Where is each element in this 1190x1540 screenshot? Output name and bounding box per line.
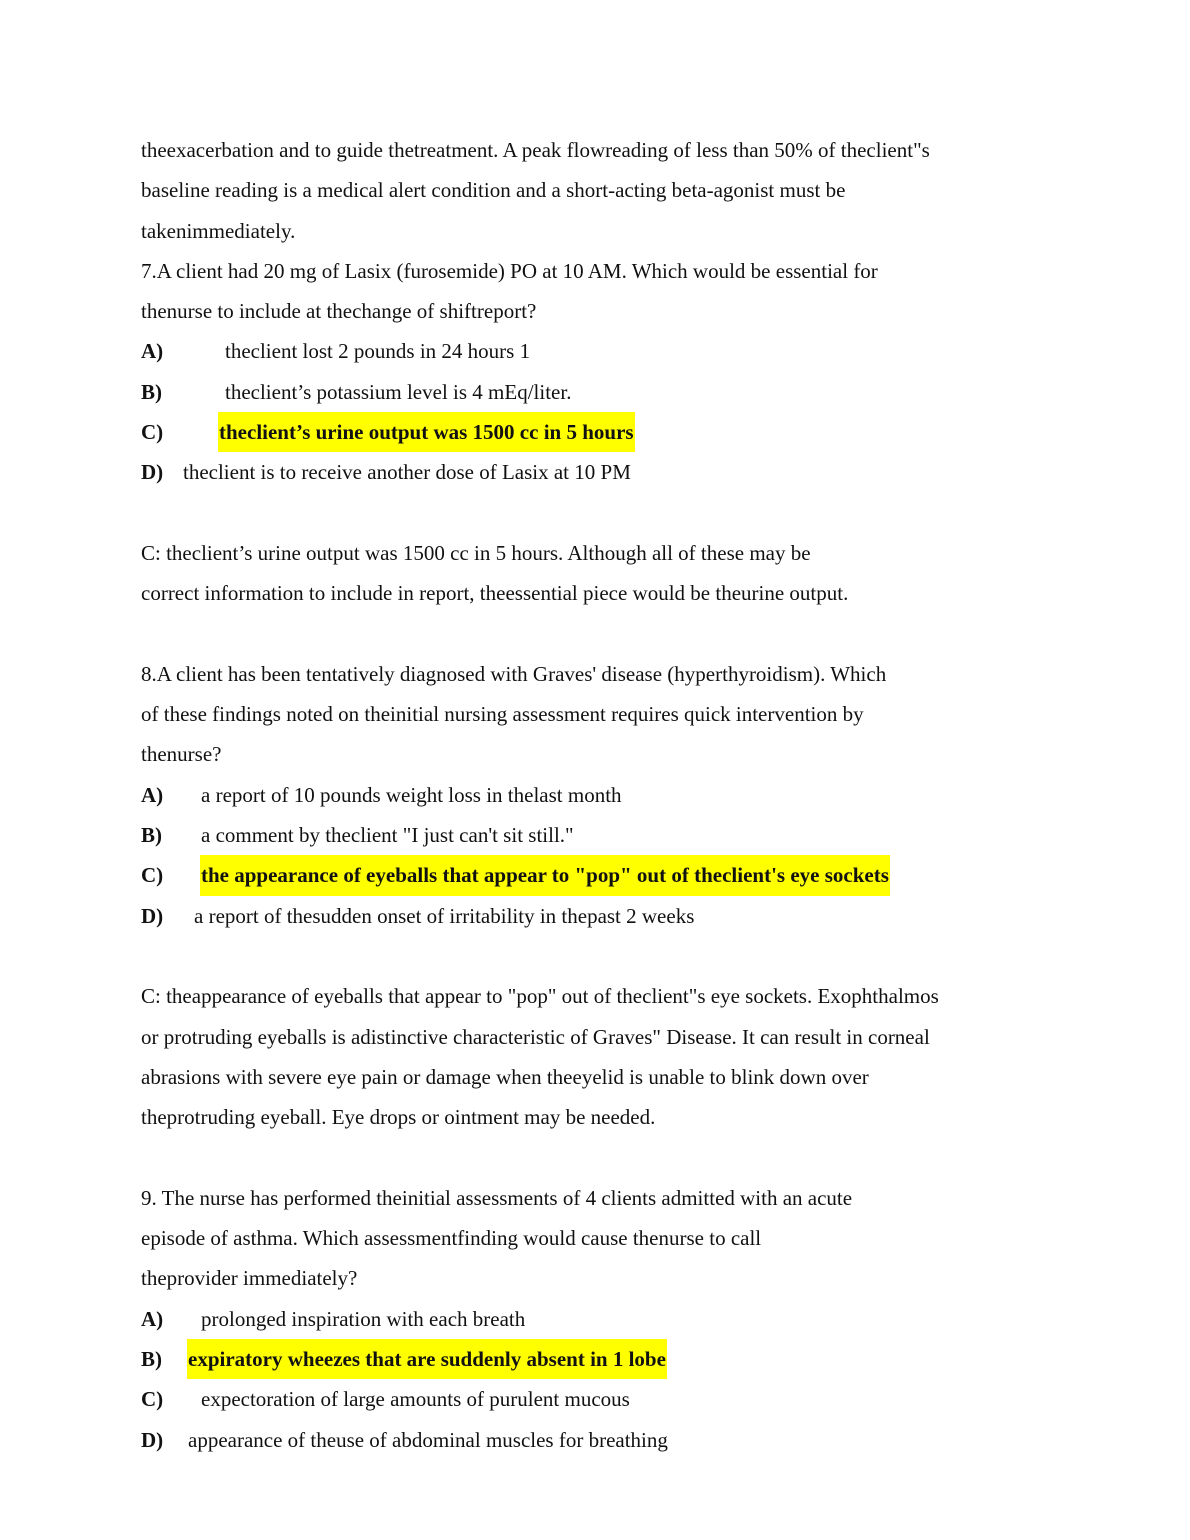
option-letter: A) [141,782,164,807]
q7-stem-line: thenurse to include at thechange of shiftreport? [141,299,537,324]
intro-line: theexacerbation and to guide thetreatment. A peak flowreading of less than 50% of theclient"s [141,138,930,162]
option-text: appearance of theuse of abdominal muscles for breathing [188,1427,668,1452]
option-letter: D) [141,460,164,485]
q9-option-a [141,1299,1041,1339]
option-letter: C) [141,420,164,445]
option-letter: A) [141,339,164,364]
q8-answer-line: theprotruding eyeball. Eye drops or ointment may be needed. [141,1105,656,1130]
option-text: expectoration of large amounts of purulent mucous [201,1387,630,1412]
spacer [141,614,1041,654]
q9-stem-line: episode of asthma. Which assessmentfinding would cause thenurse to call [141,1226,762,1251]
spacer [141,936,1041,976]
option-letter: C) [141,1387,164,1412]
q7-option-b [141,372,1041,412]
q9-stem-line: theprovider immediately? [141,1266,358,1291]
option-letter: B) [141,1346,162,1371]
q7-option-a [141,331,1041,371]
q8-stem-line: thenurse? [141,742,222,767]
q7-answer-line: C: theclient’s urine output was 1500 cc in 5 hours. Although all of these may be [141,540,811,565]
q8-stem-line: of these findings noted on theinitial nursing assessment requires quick intervention by [141,702,864,727]
option-text: prolonged inspiration with each breath [201,1306,526,1331]
option-text: a report of 10 pounds weight loss in thelast month [201,782,622,807]
option-letter: D) [141,903,164,928]
option-letter: B) [141,823,162,848]
option-text: theclient’s potassium level is 4 mEq/liter. [225,379,572,404]
q7-answer-line: correct information to include in report, theessential piece would be theurine output. [141,581,849,606]
q8-stem-line: 8.A client has been tentatively diagnosed with Graves' disease (hyperthyroidism). Which [141,661,887,686]
q7-option-d [141,452,1041,492]
q9-option-c [141,1379,1041,1419]
option-text-highlighted: expiratory wheezes that are suddenly absent in 1 lobe [187,1339,667,1379]
intro-line: takenimmediately. [141,218,296,243]
option-text: theclient is to receive another dose of Lasix at 10 PM [183,460,631,485]
q8-option-c [141,855,1041,895]
spacer [141,493,1041,533]
q9-stem-line: 9. The nurse has performed theinitial assessments of 4 clients admitted with an acute [141,1185,853,1210]
q9-option-d [141,1420,1041,1460]
option-text: a report of thesudden onset of irritability in thepast 2 weeks [194,903,695,928]
q8-answer-line: or protruding eyeballs is adistinctive characteristic of Graves" Disease. It can result in corneal [141,1024,930,1049]
option-letter: C) [141,863,164,888]
spacer [141,1137,1041,1177]
q7-stem-line: 7.A client had 20 mg of Lasix (furosemide) PO at 10 AM. Which would be essential for [141,258,878,283]
option-letter: B) [141,379,162,404]
option-text: theclient lost 2 pounds in 24 hours 1 [225,339,531,364]
q8-option-b [141,815,1041,855]
q8-answer-line: C: theappearance of eyeballs that appear to "pop" out of theclient"s eye sockets. Exophthalmos [141,984,939,1009]
option-text-highlighted: the appearance of eyeballs that appear to "pop" out of theclient's eye sockets [200,855,890,895]
q8-option-a [141,775,1041,815]
q8-answer-line: abrasions with severe eye pain or damage when theeyelid is unable to blink down over [141,1064,869,1089]
intro-line: baseline reading is a medical alert condition and a short-acting beta-agonist must be [141,178,846,203]
document-page [141,130,1041,1460]
option-letter: D) [141,1427,164,1452]
option-text-highlighted: theclient’s urine output was 1500 cc in 5 hours [218,412,635,452]
q7-option-c [141,412,1041,452]
q9-option-b [141,1339,1041,1379]
option-text: a comment by theclient "I just can't sit still." [201,823,574,848]
q8-option-d [141,896,1041,936]
option-letter: A) [141,1306,164,1331]
